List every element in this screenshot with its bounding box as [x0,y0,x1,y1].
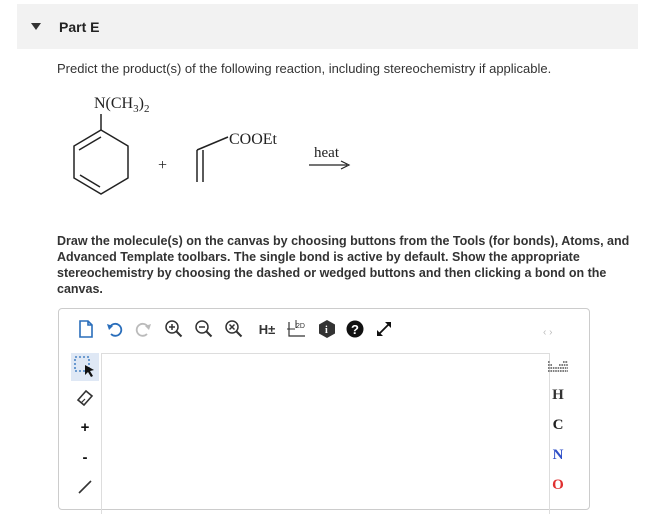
periodic-table-icon[interactable] [543,353,573,381]
zoom-out-icon[interactable] [193,319,215,339]
info-icon[interactable] [317,319,337,339]
editor-toolbar [59,309,589,349]
help-icon[interactable] [345,319,365,339]
zoom-reset-icon[interactable] [223,319,245,339]
eraser-icon[interactable] [71,383,99,411]
ester-label: COOEt [229,131,277,148]
plus-sign: + [158,157,168,174]
single-bond-icon[interactable] [71,473,99,501]
layout-2d-label: 2D [296,323,305,330]
help-glyph: ? [351,322,359,337]
charge-plus-button[interactable]: + [80,418,90,436]
condition-label: heat [314,145,339,161]
select-tool-icon[interactable] [71,353,99,381]
part-header[interactable] [17,4,638,49]
hydrogen-toggle-button[interactable]: H± [258,321,276,337]
question-prompt: Predict the product(s) of the following reaction, including stereochemistry if applicable. [57,61,552,76]
redo-icon[interactable] [134,319,154,339]
layout-2d-button[interactable] [286,319,308,339]
reaction-scheme [60,90,380,200]
undo-icon[interactable] [104,319,124,339]
toolbar-nav-arrows[interactable]: ‹ › [543,327,553,338]
amine-substituent-label: $N(CH_3)_2$ [94,95,150,115]
charge-minus-button[interactable]: - [82,448,88,466]
drawing-canvas[interactable] [101,353,550,514]
drawing-instructions: Draw the molecule(s) on the canvas by choosing buttons from the Tools (for bonds), Atoms, and Advanced Template toolbars. The single bond is active by default. Show the appropriate stereochemistry by choosing the dashed or wedged buttons and then clicking a bond on the canvas. [57,234,630,296]
fullscreen-icon[interactable] [374,319,394,339]
new-document-icon[interactable] [76,319,96,339]
collapse-caret-icon[interactable] [31,23,41,30]
atom-o-button[interactable]: O [552,477,564,493]
cyclohexadiene-ring [74,130,128,194]
molecule-editor[interactable] [58,308,590,510]
atom-c-button[interactable]: C [552,417,564,433]
zoom-in-icon[interactable] [163,319,185,339]
info-glyph: i [325,325,328,336]
atom-h-button[interactable]: H [552,387,564,403]
atom-n-button[interactable]: N [552,447,564,463]
part-title: Part E [59,19,100,35]
